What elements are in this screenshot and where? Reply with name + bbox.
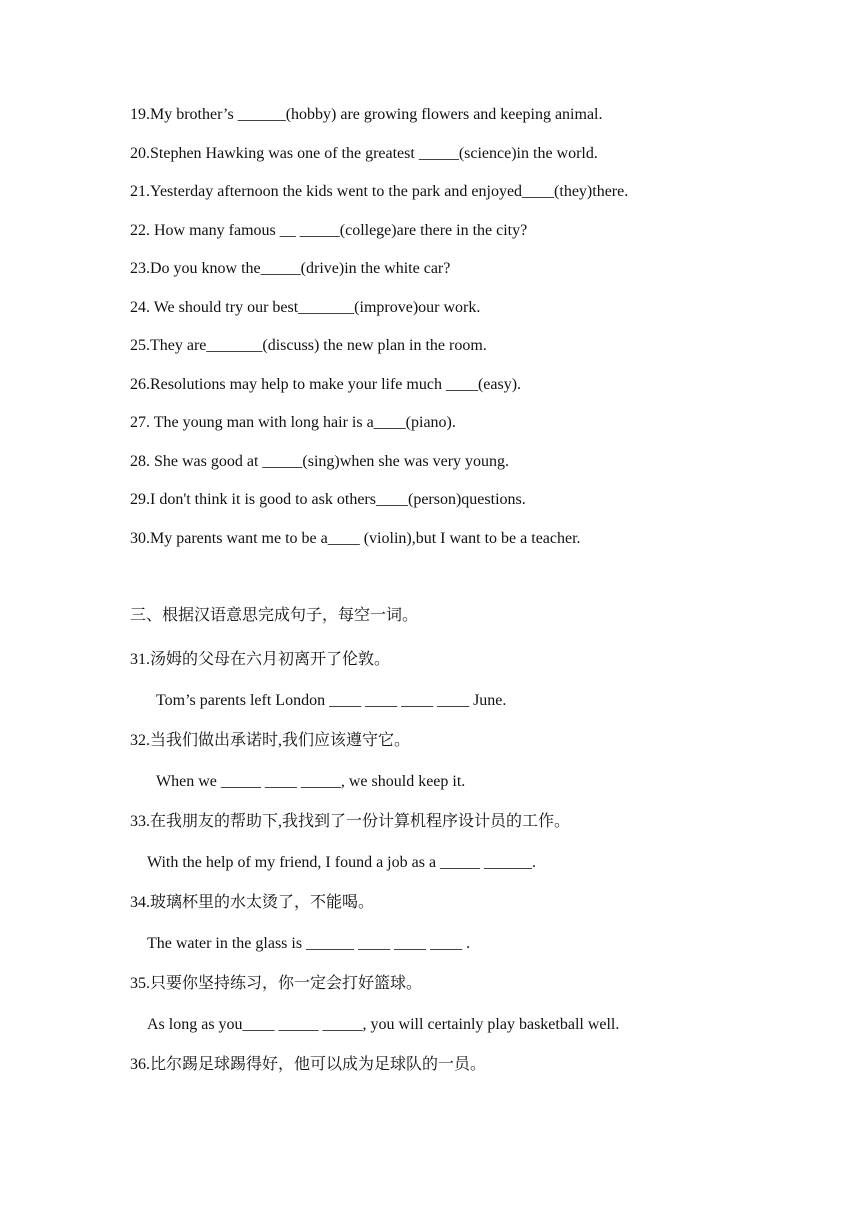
question-26: 26.Resolutions may help to make your life much ____(easy). (130, 376, 522, 393)
question-32-sentence: When we _____ ____ _____, we should keep it. (156, 773, 466, 790)
question-21: 21.Yesterday afternoon the kids went to the park and enjoyed____(they)there. (130, 183, 629, 200)
question-33-prompt: 33.在我朋友的帮助下,我找到了一份计算机程序设计员的工作。 (130, 813, 571, 830)
question-31-sentence: Tom’s parents left London ____ ____ ____ ____ June. (156, 692, 507, 709)
question-29: 29.I don't think it is good to ask others____(person)questions. (130, 491, 526, 508)
question-20: 20.Stephen Hawking was one of the greatest _____(science)in the world. (130, 145, 598, 162)
question-30: 30.My parents want me to be a____ (violin),but I want to be a teacher. (130, 530, 581, 547)
question-24: 24. We should try our best_______(improve)our work. (130, 299, 481, 316)
question-33-sentence: With the help of my friend, I found a job as a _____ ______. (147, 854, 537, 871)
question-34-sentence: The water in the glass is ______ ____ ____ ____ . (147, 935, 471, 952)
question-25: 25.They are_______(discuss) the new plan in the room. (130, 337, 487, 354)
question-34-prompt: 34.玻璃杯里的水太烫了，不能喝。 (130, 894, 375, 911)
question-28: 28. She was good at _____(sing)when she was very young. (130, 453, 510, 470)
question-32-prompt: 32.当我们做出承诺时,我们应该遵守它。 (130, 732, 411, 749)
question-35-prompt: 35.只要你坚持练习，你一定会打好篮球。 (130, 975, 423, 992)
question-19: 19.My brother’s ______(hobby) are growing flowers and keeping animal. (130, 106, 603, 123)
question-23: 23.Do you know the_____(drive)in the white car? (130, 260, 451, 277)
question-22: 22. How many famous __ _____(college)are there in the city? (130, 222, 528, 239)
question-36-prompt: 36.比尔踢足球踢得好，他可以成为足球队的一员。 (130, 1056, 487, 1073)
question-31-prompt: 31.汤姆的父母在六月初离开了伦敦。 (130, 651, 391, 668)
question-27: 27. The young man with long hair is a____(piano). (130, 414, 456, 431)
question-35-sentence: As long as you____ _____ _____, you will certainly play basketball well. (147, 1016, 620, 1033)
section-heading: 三、根据汉语意思完成句子，每空一词。 (130, 607, 419, 624)
